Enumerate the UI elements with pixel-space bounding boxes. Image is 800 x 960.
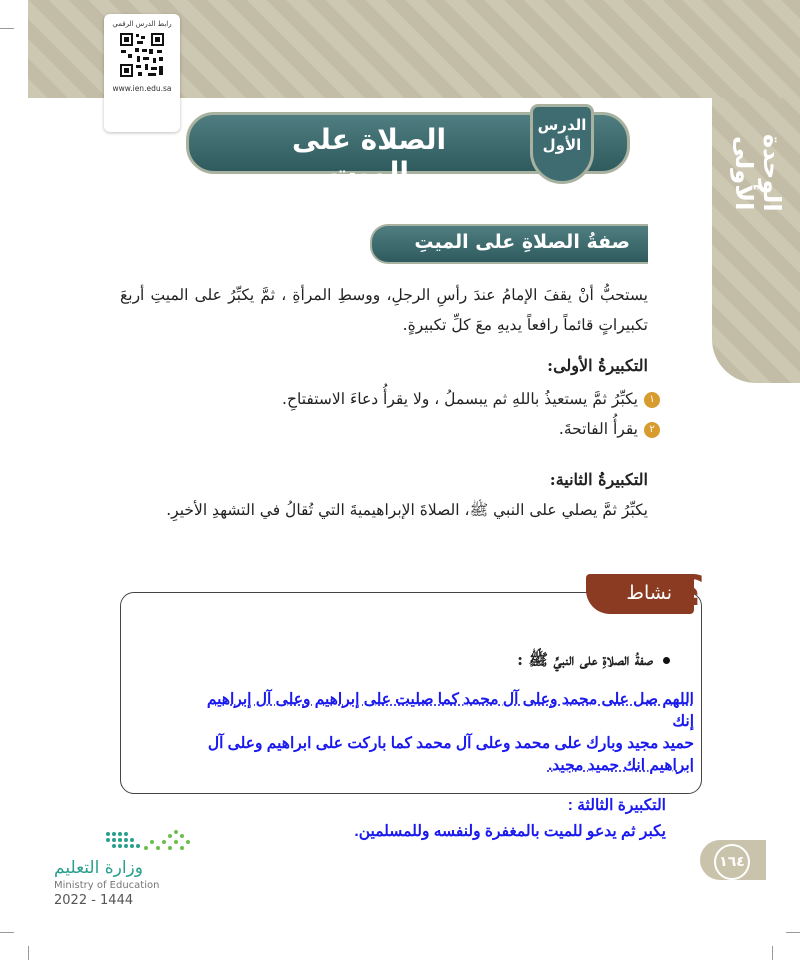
bullet-dot-icon <box>663 657 670 664</box>
qr-label: رابط الدرس الرقمي <box>112 20 172 28</box>
ministry-logo <box>54 828 204 908</box>
page-number-tab <box>700 840 766 880</box>
list-item-text: يكبِّرُ ثمَّ يستعيذُ باللهِ ثم يبسملُ ، ولا يقرأُ دعاءَ الاستفتاحِ. <box>282 390 638 408</box>
section-title: صفةُ الصلاةِ على الميتِ <box>414 231 630 253</box>
question-mark-icon: ؟ <box>680 566 705 615</box>
qr-code-icon <box>119 32 165 78</box>
lesson-title: الصلاة على الميت <box>291 123 447 189</box>
number-badge: ٢ <box>644 422 660 438</box>
answer-line-4: ابراهيم انك حميد مجيد. <box>547 757 694 774</box>
list-item-text: يقرأُ الفاتحةَ. <box>558 420 638 438</box>
first-takbeer-heading: التكبيرةُ الأولى: <box>547 356 648 375</box>
activity-bullet-text: صفةُ الصلاةِ على النبيِّ ﷺ : <box>517 650 653 669</box>
section-banner <box>370 224 648 264</box>
activity-label: نشاط <box>626 582 672 604</box>
ministry-name-ar: وزارة التعليم <box>54 858 143 878</box>
ministry-dots-icon <box>104 828 194 856</box>
answer-line-3: حميد مجيد وبارك على محمد وعلى آل محمد كما باركت على ابراهيم وعلى آل <box>207 735 694 752</box>
ministry-name-en: Ministry of Education <box>54 880 160 891</box>
lesson-tag-line1: الدرس <box>537 116 587 134</box>
second-takbeer-heading: التكبيرةُ الثانية: <box>549 470 648 489</box>
page-number: ١٦٤ <box>714 844 750 880</box>
ministry-year: 2022 - 1444 <box>54 893 134 908</box>
qr-card[interactable] <box>104 14 180 132</box>
unit-title: الوحدة الأولى <box>730 134 786 212</box>
crop-mark <box>786 932 800 933</box>
activity-bullet <box>517 650 670 673</box>
unit-side-band <box>712 98 800 383</box>
crop-mark <box>0 932 14 933</box>
crop-mark <box>28 946 29 960</box>
lesson-number-tag <box>530 104 594 184</box>
second-takbeer-text: يكبِّرُ ثمَّ يصلي على النبي ﷺ، الصلاةَ الإبراهيميةَ التي تُقالُ في التشهدِ الأخيرِ. <box>166 501 648 519</box>
qr-url[interactable]: www.ien.edu.sa <box>112 84 172 93</box>
third-takbeer-heading: التكبيرة الثالثة : <box>567 797 666 814</box>
lesson-tag-line2: الأول <box>542 136 582 154</box>
crop-mark <box>772 946 773 960</box>
answer-line-1: اللهم صل على محمد وعلى آل محمد كما صليت على إبراهيم وعلى آل إبراهيم <box>206 691 694 708</box>
intro-paragraph: يستحبُّ أنْ يقفَ الإمامُ عندَ رأسِ الرجلِ، ووسطِ المرأةِ ، ثمَّ يكبِّرُ على الميتِ أربعَ تكبيراتٍ قائماً رافعاً يديهِ معَ كلِّ تكبيرةٍ. <box>120 286 648 334</box>
activity-tag <box>586 574 694 614</box>
crop-mark <box>0 28 14 29</box>
list-item <box>282 390 660 408</box>
number-badge: ١ <box>644 392 660 408</box>
list-item <box>559 420 660 438</box>
answer-line-2: إنك <box>672 713 694 730</box>
third-takbeer-text: يكبر ثم يدعو للميت بالمغفرة ولنفسه وللمسلمين. <box>354 823 666 840</box>
